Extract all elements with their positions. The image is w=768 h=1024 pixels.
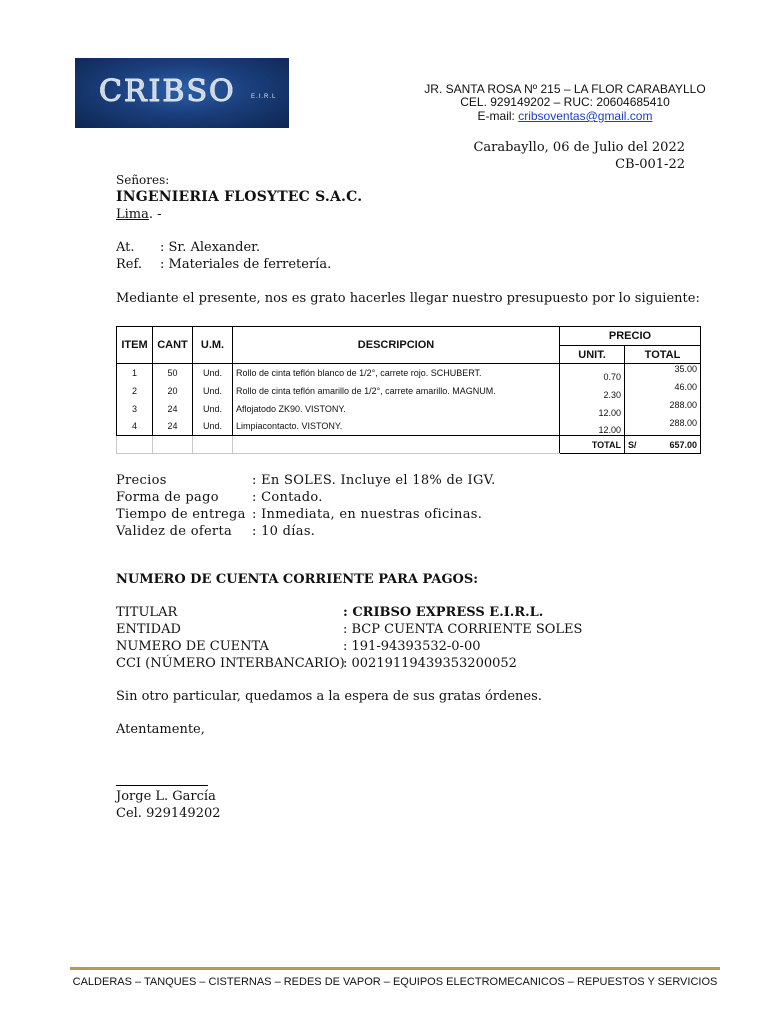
signer-phone: Cel. 929149202 [116, 806, 221, 821]
row-desc: Rollo de cinta teflón amarillo de 1/2°, carrete amarillo. MAGNUM. [233, 382, 560, 400]
closing-paragraph: Sin otro particular, quedamos a la espera de sus gratas órdenes. [116, 689, 542, 704]
term-label-tiempo-entrega: Tiempo de entrega [116, 507, 246, 522]
reference-value: : Materiales de ferretería. [160, 257, 332, 272]
total-blank-cell [233, 436, 560, 454]
header-phone-ruc: CEL. 929149202 – RUC: 20604685410 [460, 95, 670, 109]
col-um-header: U.M. [193, 327, 233, 364]
row-unit: 12.00 [560, 418, 625, 436]
signer-name: Jorge L. García [116, 789, 216, 804]
email-label: E-mail: [477, 109, 519, 123]
logo-wordmark: CRIBSO [99, 74, 236, 109]
date-line: Carabayllo, 06 de Julio del 2022 [473, 140, 685, 155]
table-row [117, 400, 701, 418]
row-cant: 24 [153, 400, 193, 418]
row-unit: 12.00 [560, 400, 625, 418]
table-row [117, 418, 701, 436]
recipient-city [116, 207, 162, 222]
logo-subtitle: E.I.R.L [251, 94, 277, 100]
total-blank-cell [117, 436, 153, 454]
currency-symbol: S/ [628, 439, 637, 450]
footer-divider [70, 967, 720, 970]
row-um: Und. [193, 400, 233, 418]
salutation: Señores: [116, 173, 170, 187]
row-unit: 2.30 [560, 382, 625, 400]
row-cant: 24 [153, 418, 193, 436]
attention-value: : Sr. Alexander. [160, 240, 261, 255]
regards: Atentamente, [116, 722, 205, 737]
table-total-row [117, 436, 701, 454]
row-item: 1 [117, 364, 153, 382]
table-row [117, 364, 701, 382]
col-item-header: ITEM [117, 327, 153, 364]
header-address: JR. SANTA ROSA Nº 215 – LA FLOR CARABAYLLO [424, 82, 706, 96]
header-email-line [410, 109, 720, 123]
total-blank-cell [193, 436, 233, 454]
account-value-numero: : 191-94393532-0-00 [343, 639, 481, 654]
grand-total-value: 657.00 [669, 439, 697, 450]
recipient-company: INGENIERIA FLOSYTEC S.A.C. [116, 189, 363, 205]
total-label: TOTAL [560, 436, 625, 454]
city-suffix: . - [148, 207, 162, 222]
row-cant: 50 [153, 364, 193, 382]
account-value-titular: : CRIBSO EXPRESS E.I.R.L. [343, 605, 544, 620]
row-cant: 20 [153, 382, 193, 400]
account-label-entidad: ENTIDAD [116, 622, 181, 637]
account-label-titular: TITULAR [116, 605, 178, 620]
grand-total-cell [625, 436, 701, 454]
total-blank-cell [153, 436, 193, 454]
term-value-validez: : 10 días. [252, 524, 316, 539]
row-total: 288.00 [625, 400, 701, 418]
row-desc: Rollo de cinta teflón blanco de 1/2°, carrete rojo. SCHUBERT. [233, 364, 560, 382]
col-desc-header: DESCRIPCION [233, 327, 560, 364]
term-label-forma-pago: Forma de pago [116, 490, 219, 505]
document-code: CB-001-22 [615, 157, 685, 172]
row-item: 3 [117, 400, 153, 418]
row-desc: Limpiacontacto. VISTONY. [233, 418, 560, 436]
row-total: 288.00 [625, 418, 701, 436]
intro-paragraph: Mediante el presente, nos es grato hacerles llegar nuestro presupuesto por lo siguiente: [116, 291, 700, 306]
row-total: 35.00 [625, 364, 701, 382]
row-um: Und. [193, 364, 233, 382]
row-um: Und. [193, 382, 233, 400]
term-label-precios: Precios [116, 473, 167, 488]
attention-label: At. [116, 240, 135, 255]
col-cant-header: CANT [153, 327, 193, 364]
signature-line [116, 785, 208, 786]
row-um: Und. [193, 418, 233, 436]
company-logo [75, 58, 289, 128]
reference-label: Ref. [116, 257, 142, 272]
email-link[interactable]: cribsoventas@gmail.com [518, 109, 653, 123]
term-value-forma-pago: : Contado. [252, 490, 323, 505]
row-unit: 0.70 [560, 364, 625, 382]
footer-services: CALDERAS – TANQUES – CISTERNAS – REDES DE VAPOR – EQUIPOS ELECTROMECANICOS – REPUESTOS Y SERVICIOS [72, 976, 718, 988]
term-label-validez: Validez de oferta [116, 524, 233, 539]
term-value-tiempo-entrega: : Inmediata, en nuestras oficinas. [252, 507, 483, 522]
col-unit-header: UNIT. [560, 346, 625, 364]
row-item: 2 [117, 382, 153, 400]
quote-table [116, 326, 701, 454]
table-row [117, 382, 701, 400]
row-total: 46.00 [625, 382, 701, 400]
account-label-numero: NUMERO DE CUENTA [116, 639, 269, 654]
row-item: 4 [117, 418, 153, 436]
term-value-precios: : En SOLES. Incluye el 18% de IGV. [252, 473, 496, 488]
col-precio-header: PRECIO [560, 327, 701, 346]
account-value-entidad: : BCP CUENTA CORRIENTE SOLES [343, 622, 583, 637]
account-label-cci: CCI (NÚMERO INTERBANCARIO) [116, 656, 345, 671]
col-total-header: TOTAL [625, 346, 701, 364]
account-value-cci: : 00219119439353200052 [343, 656, 517, 671]
city-name: Lima [116, 207, 149, 222]
account-section-title: NUMERO DE CUENTA CORRIENTE PARA PAGOS: [116, 572, 479, 587]
row-desc: Aflojatodo ZK90. VISTONY. [233, 400, 560, 418]
